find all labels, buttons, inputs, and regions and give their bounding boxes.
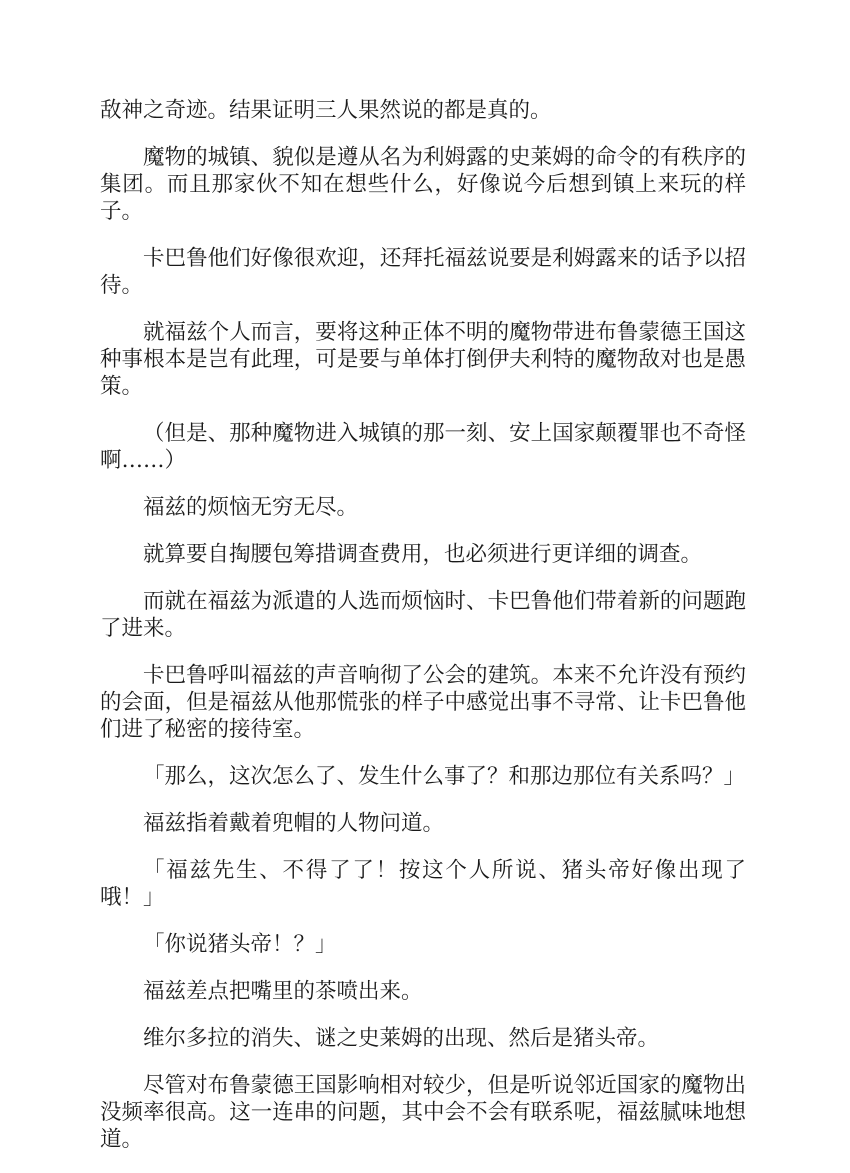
paragraph: 就福兹个人而言，要将这种正体不明的魔物带进布鲁蒙德王国这种事根本是岂有此理，可是要与单体打倒伊夫利特的魔物敌对也是愚策。 <box>100 320 746 399</box>
paragraph: 维尔多拉的消失、谜之史莱姆的出现、然后是猪头帝。 <box>143 1026 660 1051</box>
paragraph: 卡巴鲁呼叫福兹的声音响彻了公会的建筑。本来不允许没有预约的会面，但是福兹从他那慌张的样子中感觉出事不寻常、让卡巴鲁他们进了秘密的接待室。 <box>100 663 746 742</box>
paragraph: 尽管对布鲁蒙德王国影响相对较少，但是听说邻近国家的魔物出没频率很高。这一连串的问题，其中会不会有联系呢，福兹腻味地想道。 <box>100 1073 746 1152</box>
paragraph: 福兹的烦恼无穷无尽。 <box>143 495 359 520</box>
dialogue-paragraph: 「那么，这次怎么了、发生什么事了？和那边那位有关系吗？」 <box>143 764 746 789</box>
document-page <box>100 97 746 1173</box>
paragraph: 魔物的城镇、貌似是遵从名为利姆露的史莱姆的命令的有秩序的集团。而且那家伙不知在想些什么，好像说今后想到镇上来玩的样子。 <box>100 145 746 224</box>
paragraph: 卡巴鲁他们好像很欢迎，还拜托福兹说要是利姆露来的话予以招待。 <box>100 246 746 298</box>
paragraph: 福兹指着戴着兜帽的人物问道。 <box>143 811 445 836</box>
paragraph: 就算要自掏腰包筹措调查费用，也必须进行更详细的调查。 <box>143 542 703 567</box>
paragraph: 敌神之奇迹。结果证明三人果然说的都是真的。 <box>100 98 552 123</box>
dialogue-paragraph: 「你说猪头帝！？」 <box>143 932 337 957</box>
paragraph: 福兹差点把嘴里的茶喷出来。 <box>143 979 423 1004</box>
paragraph: 而就在福兹为派遣的人选而烦恼时、卡巴鲁他们带着新的问题跑了进来。 <box>100 589 746 641</box>
paragraph: （但是、那种魔物进入城镇的那一刻、安上国家颠覆罪也不奇怪啊……） <box>100 421 746 473</box>
dialogue-paragraph: 「福兹先生、不得了了！按这个人所说、猪头帝好像出现了哦！」 <box>100 858 746 910</box>
